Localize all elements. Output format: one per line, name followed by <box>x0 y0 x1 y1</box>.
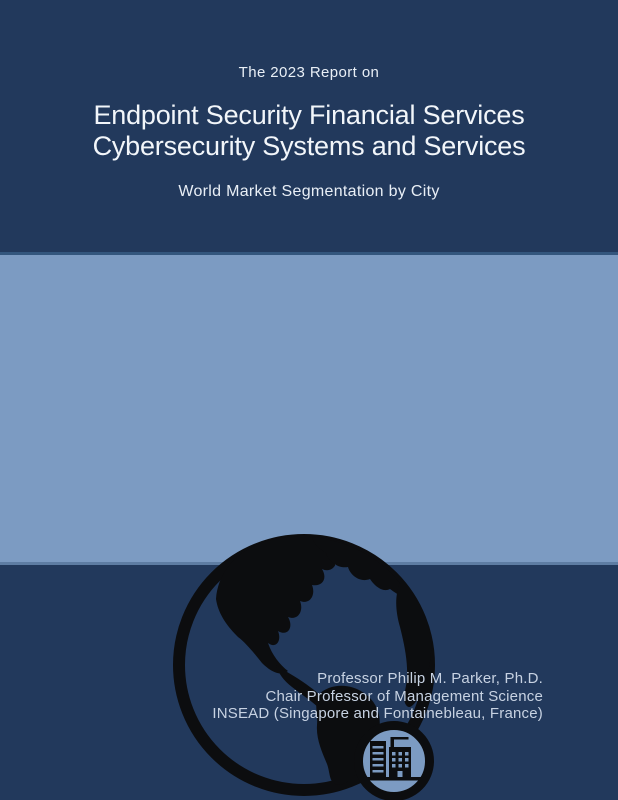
ground-line <box>362 777 426 781</box>
report-title-line-2: Cybersecurity Systems and Services <box>92 131 526 161</box>
author-role: Chair Professor of Management Science <box>265 687 543 705</box>
author-block <box>212 670 543 723</box>
window <box>392 758 396 762</box>
window <box>405 758 409 762</box>
window <box>399 758 403 762</box>
rooftop-rail <box>391 737 409 740</box>
tower-floor-line <box>373 746 384 749</box>
report-subtitle: World Market Segmentation by City <box>178 183 440 200</box>
tower-floor-line <box>373 752 384 755</box>
globe-americas-icon <box>164 525 444 800</box>
report-title <box>20 100 598 162</box>
tower-floor-line <box>373 770 384 773</box>
door <box>398 771 403 777</box>
window <box>392 764 396 768</box>
window <box>399 752 403 756</box>
tower-floor-line <box>373 758 384 761</box>
author-affiliation: INSEAD (Singapore and Fontainebleau, France) <box>212 705 543 722</box>
globe-illustration <box>164 525 444 800</box>
report-kicker: The 2023 Report on <box>238 64 380 81</box>
city-buildings-icon <box>359 726 430 797</box>
window <box>405 764 409 768</box>
author-name: Professor Philip M. Parker, Ph.D. <box>317 670 543 687</box>
tower-floor-line <box>373 764 384 767</box>
report-title-line-1: Endpoint Security Financial Services <box>93 100 525 130</box>
hero-band <box>0 252 618 565</box>
window <box>399 764 403 768</box>
window <box>405 752 409 756</box>
window <box>392 752 396 756</box>
